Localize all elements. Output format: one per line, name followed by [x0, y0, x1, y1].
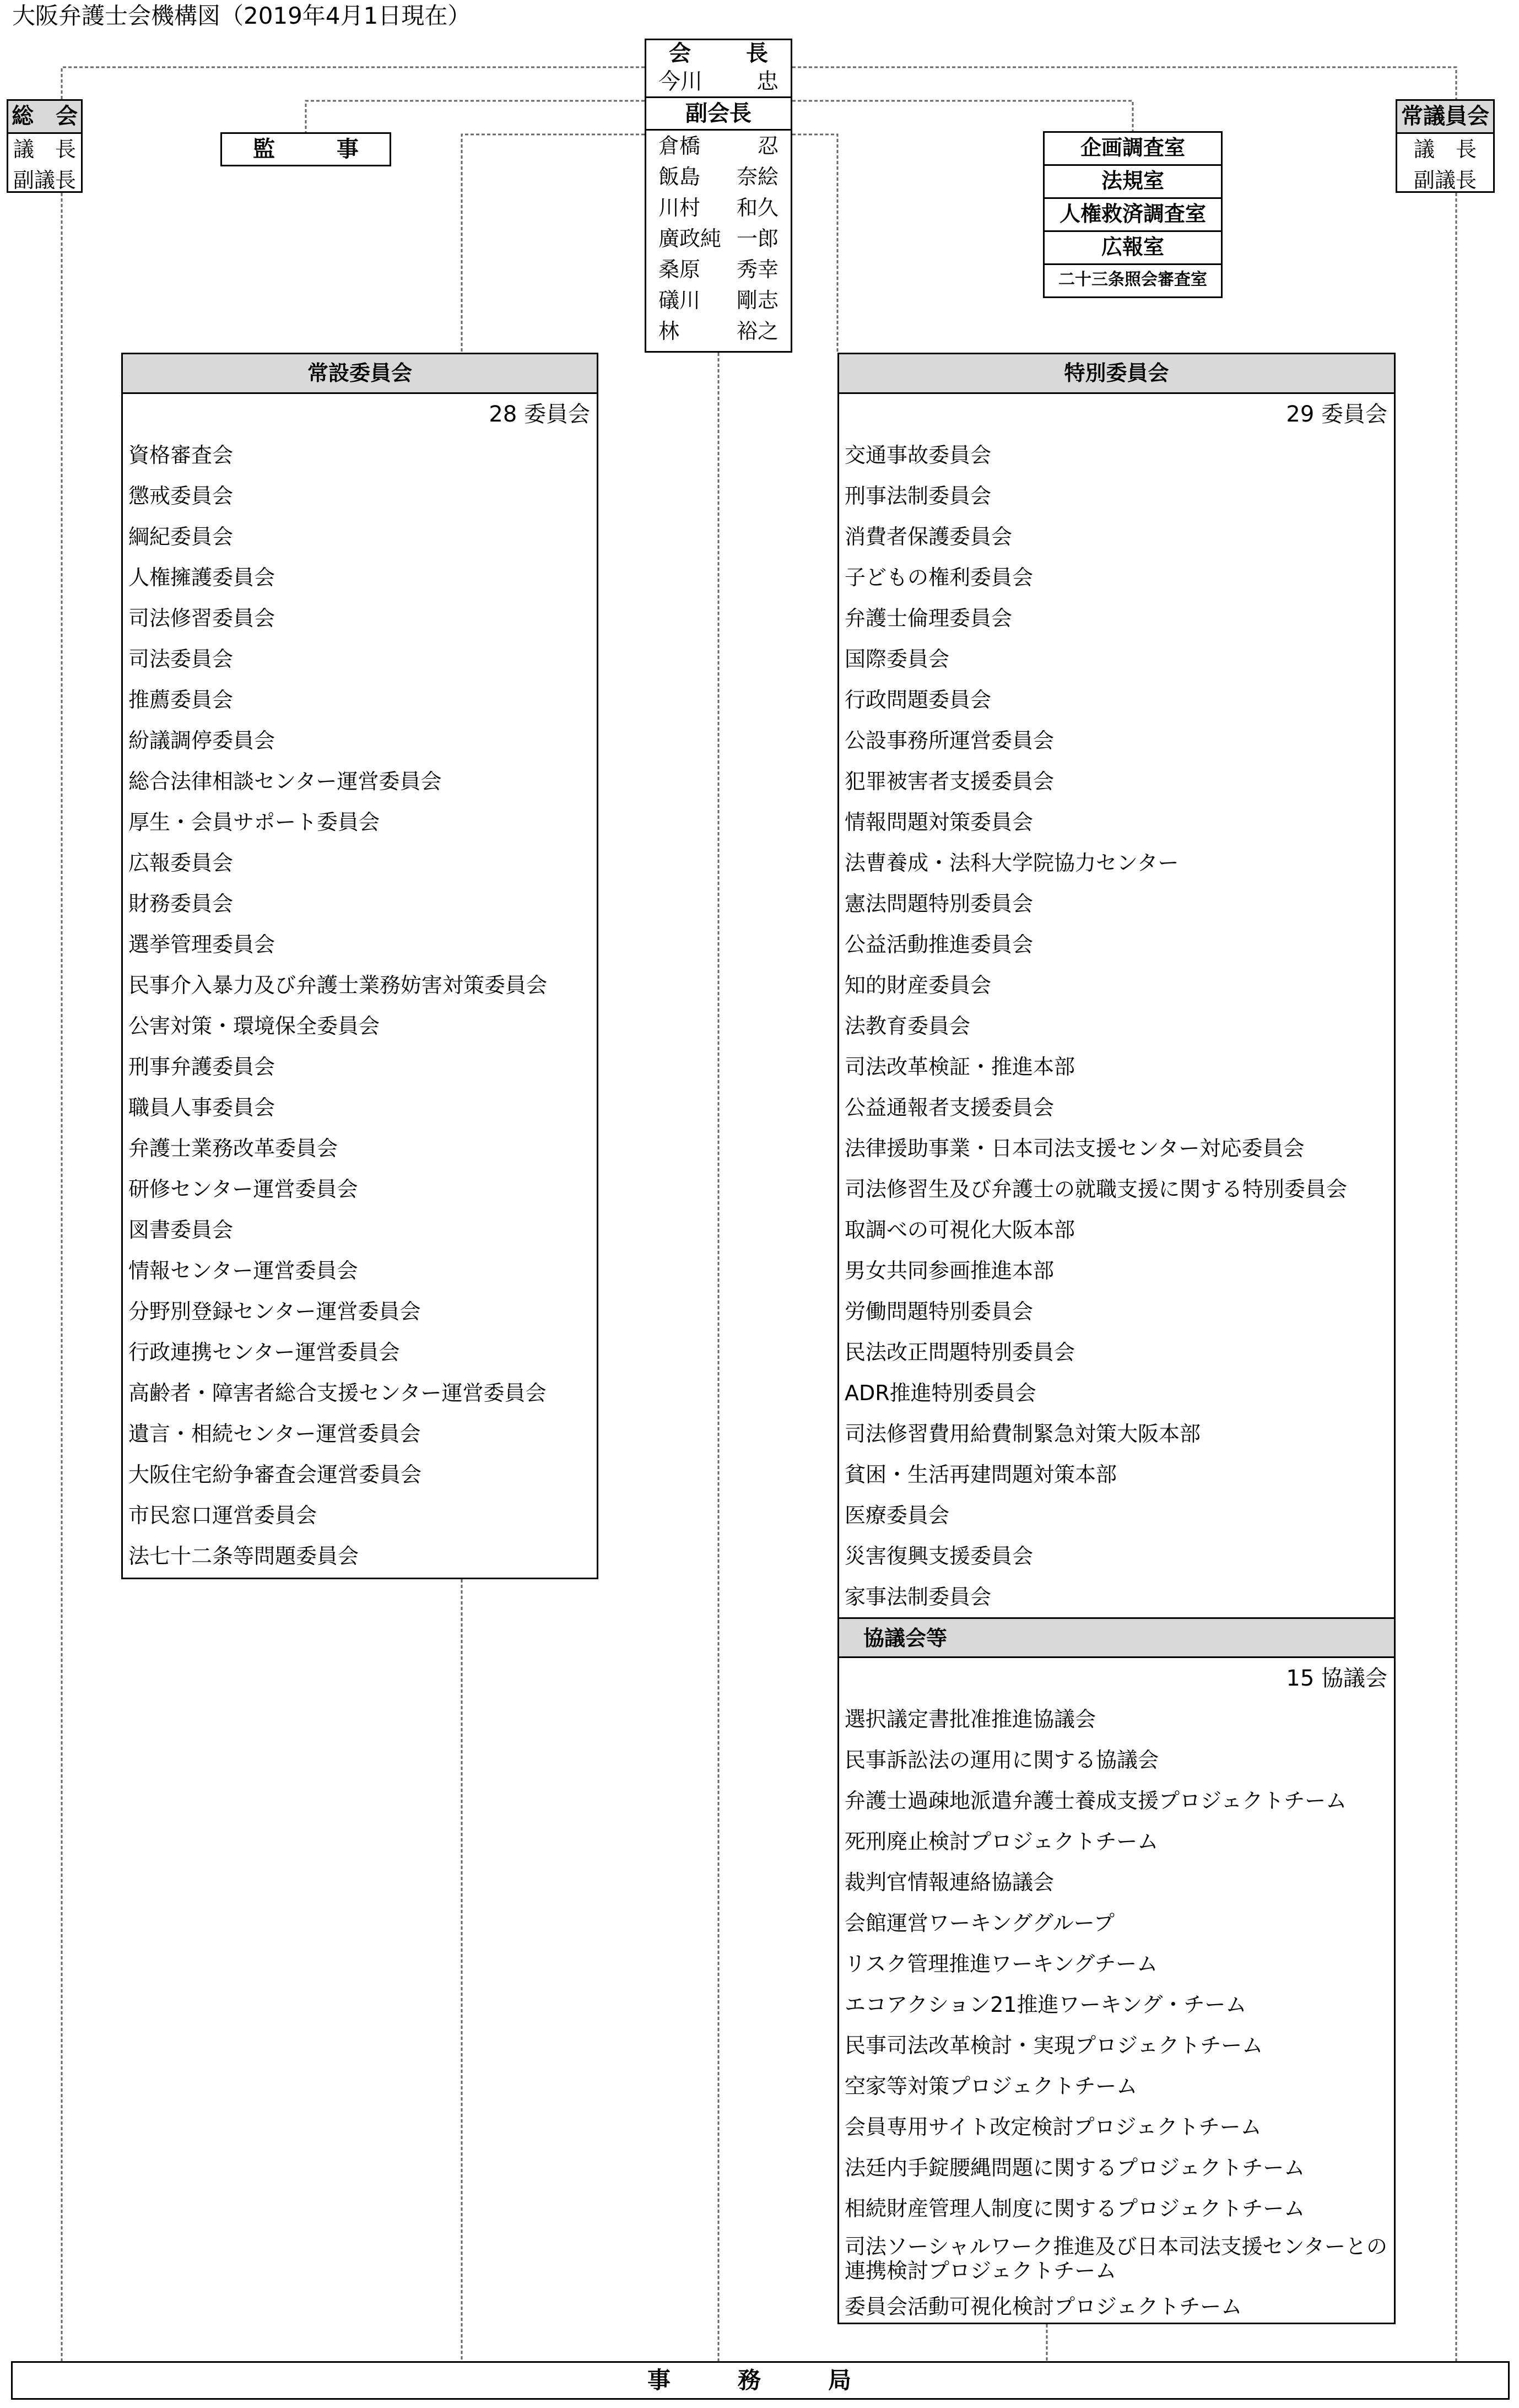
connector-president-auditor — [306, 101, 645, 132]
vice-president-name — [646, 161, 791, 192]
secretariat-box[interactable]: 事 務 局 — [11, 2361, 1510, 2400]
standing-committee-item[interactable]: 公害対策・環境保全委員会 — [128, 1014, 380, 1038]
vice-president-name — [646, 316, 791, 347]
special-committee-item[interactable]: 災害復興支援委員会 — [845, 1544, 1034, 1568]
standing-committee-item[interactable]: 資格審査会 — [128, 443, 234, 467]
vice-president-family-name: 川村 — [658, 196, 701, 220]
office-legislation[interactable]: 法規室 — [1045, 166, 1221, 199]
vice-president-name — [646, 131, 791, 161]
standing-committee-item[interactable]: 選挙管理委員会 — [128, 932, 275, 957]
special-committee-item[interactable]: 労働問題特別委員会 — [845, 1299, 1034, 1324]
special-committee-item[interactable]: 交通事故委員会 — [845, 443, 992, 467]
standing-committee-item[interactable]: 遺言・相続センター運営委員会 — [128, 1422, 421, 1446]
president-family-name: 今川 — [658, 69, 702, 94]
special-committee-item[interactable]: 法教育委員会 — [845, 1014, 971, 1038]
special-committee-item[interactable]: 公益活動推進委員会 — [845, 932, 1034, 957]
councils-title: 協議会等 — [839, 1617, 1394, 1658]
vice-president-family-name: 飯島 — [658, 165, 701, 189]
standing-council-vice-chair: 副議長 — [1413, 168, 1477, 192]
council-item[interactable]: 相続財産管理人制度に関するプロジェクトチーム — [845, 2196, 1305, 2221]
council-item[interactable]: 司法ソーシャルワーク推進及び日本司法支援センターとの連携検討プロジェクトチーム — [845, 2234, 1387, 2283]
vice-president-name — [646, 223, 791, 254]
council-item[interactable]: 会員専用サイト改定検討プロジェクトチーム — [845, 2115, 1262, 2139]
vice-president-name — [646, 285, 791, 316]
vice-president-given-name: 忍 — [757, 134, 779, 158]
standing-committees-panel — [121, 353, 598, 1579]
standing-committee-item[interactable]: 綱紀委員会 — [128, 525, 234, 549]
vice-president-family-name: 桑原 — [658, 257, 701, 282]
council-item[interactable]: 空家等対策プロジェクトチーム — [845, 2074, 1138, 2098]
special-committee-item[interactable]: 消費者保護委員会 — [845, 525, 1013, 549]
president-box[interactable] — [645, 39, 792, 353]
standing-committee-item[interactable]: 司法委員会 — [128, 647, 234, 671]
special-committee-item[interactable]: 家事法制委員会 — [845, 1585, 992, 1609]
connector-president-special-committees — [792, 134, 837, 353]
special-committees-title: 特別委員会 — [839, 354, 1394, 394]
standing-committee-item[interactable]: 厚生・会員サポート委員会 — [128, 810, 380, 834]
council-item[interactable]: 法廷内手錠腰縄問題に関するプロジェクトチーム — [845, 2156, 1305, 2180]
councils-count: 15 協議会 — [1286, 1666, 1387, 1691]
connector-president-offices — [792, 101, 1133, 131]
special-committees-panel — [837, 353, 1396, 2324]
auditor-box[interactable]: 監 事 — [220, 132, 391, 166]
vice-president-list — [646, 131, 791, 347]
special-committee-item[interactable]: 行政問題委員会 — [845, 688, 992, 712]
special-committee-item[interactable]: 憲法問題特別委員会 — [845, 892, 1034, 916]
special-committee-item[interactable]: 司法改革検証・推進本部 — [845, 1055, 1075, 1079]
special-committee-item[interactable]: 公益通報者支援委員会 — [845, 1095, 1055, 1120]
vice-president-name — [646, 192, 791, 223]
special-committee-item[interactable]: 刑事法制委員会 — [845, 484, 992, 508]
special-committee-item[interactable]: 国際委員会 — [845, 647, 950, 671]
council-item[interactable]: 委員会活動可視化検討プロジェクトチーム — [845, 2294, 1242, 2319]
standing-committees-list — [123, 435, 597, 1576]
special-committee-item[interactable]: 情報問題対策委員会 — [845, 810, 1034, 834]
council-item[interactable]: エコアクション21推進ワーキング・チーム — [845, 1993, 1247, 2017]
special-committee-item[interactable]: 医療委員会 — [845, 1503, 950, 1527]
standing-committee-item[interactable]: 刑事弁護委員会 — [128, 1055, 275, 1079]
council-item[interactable]: 裁判官情報連絡協議会 — [845, 1870, 1055, 1894]
office-article-23-inquiry[interactable]: 二十三条照会審査室 — [1058, 270, 1207, 289]
standing-committee-item[interactable]: 弁護士業務改革委員会 — [128, 1136, 338, 1160]
council-item[interactable]: リスク管理推進ワーキングチーム — [845, 1952, 1158, 1976]
special-committee-item[interactable]: 知的財産委員会 — [845, 973, 992, 997]
council-item[interactable]: 民事司法改革検討・実現プロジェクトチーム — [845, 2033, 1263, 2058]
special-committee-item[interactable]: 男女共同参画推進本部 — [845, 1259, 1055, 1283]
standing-committee-item[interactable]: 大阪住宅紛争審査会運営委員会 — [128, 1462, 422, 1487]
standing-council-title: 常議員会 — [1397, 101, 1493, 134]
general-assembly-title: 総 会 — [8, 101, 81, 134]
standing-committee-item[interactable]: 総合法律相談センター運営委員会 — [128, 769, 442, 793]
standing-committee-item[interactable]: 情報センター運営委員会 — [128, 1259, 358, 1283]
special-committee-item[interactable]: 公設事務所運営委員会 — [845, 728, 1055, 753]
vice-president-family-name: 廣政純 — [658, 226, 722, 251]
vice-president-title: 副会長 — [646, 98, 791, 131]
council-item[interactable]: 弁護士過疎地派遣弁護士養成支援プロジェクトチーム — [845, 1789, 1347, 1813]
councils-list — [839, 1699, 1394, 2327]
vice-president-given-name: 一郎 — [736, 226, 779, 251]
vice-president-family-name: 林 — [658, 319, 680, 343]
standing-committees-title: 常設委員会 — [123, 354, 597, 394]
special-committees-count: 29 委員会 — [1286, 402, 1387, 427]
vice-president-family-name: 礒川 — [658, 288, 701, 312]
standing-committee-item[interactable]: 司法修習委員会 — [128, 606, 275, 630]
standing-committee-item[interactable]: 分野別登録センター運営委員会 — [128, 1299, 421, 1324]
standing-committee-item[interactable]: 図書委員会 — [128, 1218, 234, 1242]
president-given-name: 忠 — [756, 69, 779, 94]
standing-committee-item[interactable]: 研修センター運営委員会 — [128, 1177, 358, 1201]
page-title: 大阪弁護士会機構図（2019年4月1日現在） — [12, 2, 471, 29]
standing-committee-item[interactable]: 行政連携センター運営委員会 — [128, 1340, 400, 1364]
standing-council-box[interactable] — [1396, 99, 1495, 193]
council-item[interactable]: 会館運営ワーキンググループ — [845, 1911, 1115, 1935]
special-committee-item[interactable]: 貧困・生活再建問題対策本部 — [845, 1462, 1117, 1487]
special-committee-item[interactable]: 弁護士倫理委員会 — [845, 606, 1013, 630]
office-public-relations[interactable]: 広報室 — [1045, 232, 1221, 265]
connector-president-standing-committees — [462, 134, 645, 353]
president-name — [646, 67, 791, 98]
standing-committee-item[interactable]: 推薦委員会 — [128, 688, 234, 712]
standing-council-chair: 議 長 — [1413, 137, 1477, 161]
vice-president-given-name: 裕之 — [736, 319, 779, 343]
office-planning-research[interactable]: 企画調査室 — [1045, 133, 1221, 166]
vice-president-given-name: 剛志 — [736, 288, 779, 312]
vice-president-given-name: 秀幸 — [736, 257, 779, 282]
offices-box — [1043, 131, 1223, 298]
general-assembly-box[interactable] — [7, 99, 83, 193]
vice-president-given-name: 和久 — [736, 196, 779, 220]
general-assembly-chair: 議 長 — [13, 137, 76, 161]
vice-president-given-name: 奈絵 — [736, 165, 779, 189]
special-committee-item[interactable]: 司法修習生及び弁護士の就職支援に関する特別委員会 — [845, 1177, 1348, 1201]
standing-committee-item[interactable]: 広報委員会 — [128, 851, 234, 875]
special-committee-item[interactable]: 犯罪被害者支援委員会 — [845, 769, 1055, 793]
president-title: 会 長 — [669, 41, 785, 66]
vice-president-family-name: 倉橋 — [658, 134, 701, 158]
council-item[interactable]: 選択議定書批准推進協議会 — [845, 1707, 1096, 1731]
standing-committee-item[interactable]: 市民窓口運営委員会 — [128, 1503, 317, 1527]
special-committee-item[interactable]: ADR推進特別委員会 — [845, 1381, 1036, 1405]
special-committee-item[interactable]: 司法修習費用給費制緊急対策大阪本部 — [845, 1422, 1201, 1446]
general-assembly-vice-chair: 副議長 — [13, 168, 76, 192]
special-committee-item[interactable]: 法曹養成・法科大学院協力センター — [845, 851, 1179, 875]
connector-president-general-assembly — [62, 67, 645, 99]
council-item[interactable]: 死刑廃止検討プロジェクトチーム — [845, 1829, 1159, 1854]
standing-committee-item[interactable]: 高齢者・障害者総合支援センター運営委員会 — [128, 1381, 547, 1405]
standing-committee-item[interactable]: 財務委員会 — [128, 892, 234, 916]
special-committee-item[interactable]: 法律援助事業・日本司法支援センター対応委員会 — [845, 1136, 1305, 1160]
office-human-rights-relief[interactable]: 人権救済調査室 — [1045, 199, 1221, 232]
standing-committee-item[interactable]: 紛議調停委員会 — [128, 728, 275, 753]
standing-committee-item[interactable]: 民事介入暴力及び弁護士業務妨害対策委員会 — [128, 973, 548, 997]
standing-committees-count: 28 委員会 — [489, 402, 590, 427]
standing-committee-item[interactable]: 人権擁護委員会 — [128, 565, 275, 590]
vice-president-name — [646, 254, 791, 285]
standing-committee-item[interactable]: 法七十二条等問題委員会 — [128, 1544, 359, 1568]
special-committees-list — [839, 435, 1394, 1617]
connector-president-standing-council — [792, 67, 1456, 99]
standing-committee-item[interactable]: 職員人事委員会 — [128, 1095, 275, 1120]
special-committee-item[interactable]: 取調べの可視化大阪本部 — [845, 1218, 1075, 1242]
council-item[interactable]: 民事訴訟法の運用に関する協議会 — [845, 1748, 1159, 1772]
special-committee-item[interactable]: 子どもの権利委員会 — [845, 565, 1034, 590]
special-committee-item[interactable]: 民法改正問題特別委員会 — [845, 1340, 1075, 1364]
standing-committee-item[interactable]: 懲戒委員会 — [128, 484, 234, 508]
